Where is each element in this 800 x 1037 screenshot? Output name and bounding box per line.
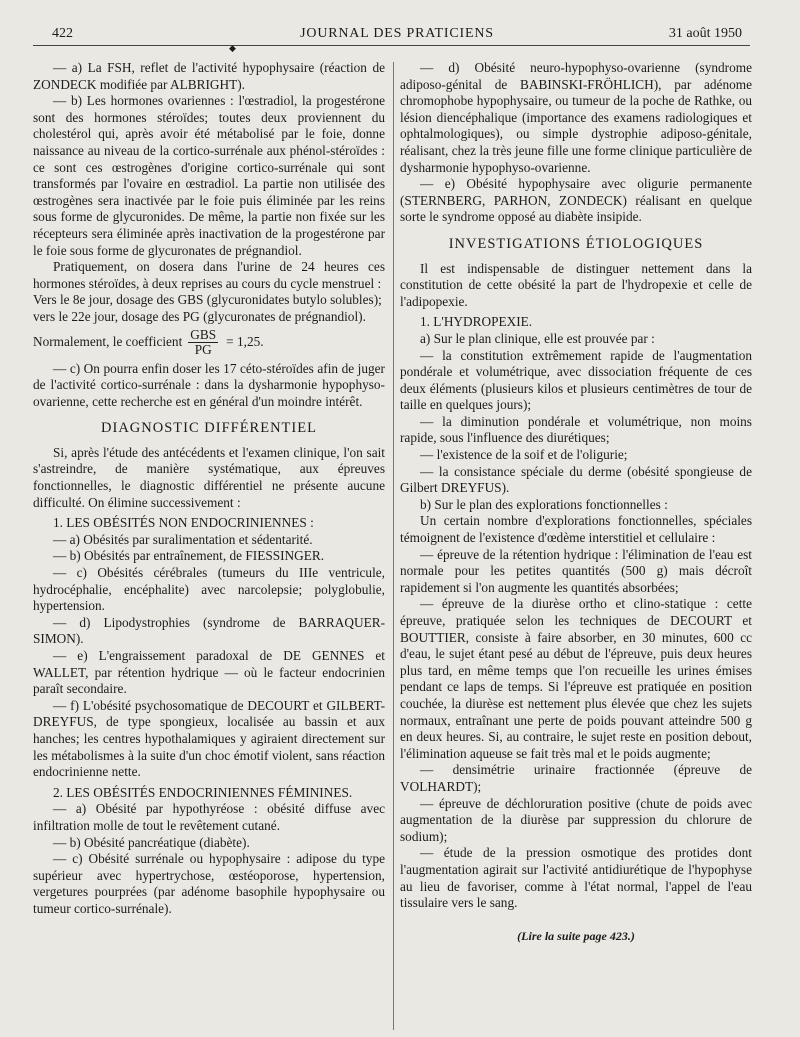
issue-date: 31 août 1950: [668, 26, 742, 41]
left-column: [33, 60, 385, 918]
paragraph: — b) Les hormones ovariennes : l'œstradiol, la progestérone sont des hormones stéroïdes; toutes deux proviennent du cholestérol qui, après avoir été métabolisé par le foie, donne naissance au niveau de la cortico-surrénale aux phénol-stéroïdes : ce sont ces œstrogènes d'origine cortico-surrénale qui sont transformés par l'ovaire en œstradiol. La partie non utilisée des œstrogènes sera inactivée par le foie puis éliminée par les reins sous forme de glycuronides. De même, la partie non fixée sur les récepteurs sera éliminée après inactivation de la progestérone par le foie sous forme de glycuronates de prégnandiol.: [33, 93, 385, 258]
paragraph: b) Sur le plan des explorations fonctionnelles :: [420, 496, 668, 512]
list-item: — b) Obésités par entraînement, de FIESSINGER.: [53, 548, 325, 564]
subsection-title: 1. L'HYDROPEXIE.: [420, 314, 533, 330]
page-number: 422: [52, 26, 73, 41]
list-item: — f) L'obésité psychosomatique de DECOURT et GILBERT-DREYFUS, de type spongieux, localisée au bassin et aux hanches; les centres hypothalamiques y agiraient directement sur les métabolismes à la suite d'un choc émotif violent, sans réaction endocrinienne nette.: [33, 697, 385, 780]
list-item: — la consistance spéciale du derme (obésité spongieuse de Gilbert DREYFUS).: [400, 463, 752, 496]
fraction-numerator: GBS: [190, 326, 217, 342]
list-item: — étude de la pression osmotique des protides dont l'augmentation agirait sur l'activité antidiurétique de l'hypophyse au lieu de favoriser, comme à l'état normal, l'appel de l'eau tissulaire vers le sang.: [400, 845, 752, 911]
fraction: [188, 328, 218, 357]
list-item: — la constitution extrêmement rapide de l'augmentation pondérale et volumétrique, avec dissociation fréquente de ces deux éléments (plusieurs kilos et plusieurs centimètres de tour de taille en quelques jours);: [400, 347, 752, 413]
subsection-title: 1. LES OBÉSITÉS NON ENDOCRINIENNES :: [53, 515, 314, 531]
coefficient-formula: [33, 328, 385, 357]
list-item: — a) Obésités par suralimentation et sédentarité.: [53, 531, 313, 547]
paragraph: a) Sur le plan clinique, elle est prouvée par :: [420, 330, 655, 346]
paragraph: Vers le 8e jour, dosage des GBS (glycuronidates butylo solubles);: [33, 292, 382, 308]
list-item: — épreuve de la rétention hydrique : l'élimination de l'eau est normale pour les petites quantités (500 g) mais décroît rapidement si l'on augmente les quantités absorbées;: [400, 546, 752, 595]
list-item: — a) Obésité par hypothyréose : obésité diffuse avec infiltration molle de tout le revêtement cutané.: [33, 801, 385, 833]
list-item: — épreuve de la diurèse ortho et clino-statique : cette épreuve, pratiquée selon les techniques de DECOURT et BOUTTIER, consiste à faire absorber, en 30 minutes, 600 cc d'eau, le sujet étant pesé au début de l'épreuve, puis deux heures plus tard, en même temps que l'on recueille les urines émises pendant ce laps de temps. Si l'épreuve est pratiquée en position couchée, la diurèse est nettement plus élevée que chez les sujets normaux, entraînant une perte de poids pouvant atteindre 500 g en deux heures. Si, au contraire, le sujet reste en position debout, l'élimination aqueuse se fait très mal et le poids augmente;: [400, 596, 752, 761]
fraction-denominator: PG: [194, 341, 212, 357]
list-item: — e) Obésité hypophysaire avec oligurie permanente (STERNBERG, PARHON, ZONDECK) réalisant en quelque sorte le syndrome opposé au diabète insipide.: [400, 176, 752, 225]
subsection-title: 2. LES OBÉSITÉS ENDOCRINIENNES FÉMININES.: [53, 784, 353, 800]
list-item: — b) Obésité pancréatique (diabète).: [53, 834, 250, 850]
list-item: — e) L'engraissement paradoxal de DE GENNES et WALLET, par rétention hydrique — où le facteur endocrinien paraît secondaire.: [33, 648, 385, 697]
paragraph: Pratiquement, on dosera dans l'urine de 24 heures ces hormones stéroïdes, à deux reprises au cours du cycle menstruel :: [33, 259, 385, 291]
paragraph: — c) On pourra enfin doser les 17 céto-stéroïdes afin de juger de l'activité cortico-surrénale : dans la dysharmonie hypophyso-ovarienne, cette recherche est en général d'un moindre intérêt.: [33, 360, 385, 409]
header-rule: [33, 45, 750, 46]
list-item: — densimétrie urinaire fractionnée (épreuve de VOLHARDT);: [400, 762, 752, 794]
paragraph: Un certain nombre d'explorations fonctionnelles, spéciales témoignent de l'existence d'œdème interstitiel et cellulaire :: [400, 513, 752, 546]
list-item: — c) Obésité surrénale ou hypophysaire : adipose du type supérieur avec hypertrychose, œstéoporose, hypertension, vergetures pourprées (par adénome basophile hypophysaire ou tumeur cortico-surrénale).: [33, 851, 385, 916]
paragraph: — a) La FSH, reflet de l'activité hypophysaire (réaction de ZONDECK modifiée par ALBRIGHT).: [33, 60, 385, 92]
paragraph: Si, après l'étude des antécédents et l'examen clinique, l'on sait s'astreindre, de manière systématique, aux épreuves fonctionnelles, le diagnostic différentiel ne présente aucune difficulté. On élimine successivement :: [33, 444, 385, 510]
right-column: [400, 60, 752, 944]
section-heading: DIAGNOSTIC DIFFÉRENTIEL: [101, 420, 317, 437]
paragraph: vers le 22e jour, dosage des PG (glycuronates de prégnandiol).: [33, 308, 366, 324]
column-divider: [393, 62, 394, 1030]
list-item: — c) Obésités cérébrales (tumeurs du IIIe ventricule, hydrocéphalie, encéphalite) avec narcolepsie; polyglobulie, hypertension.: [33, 565, 385, 614]
list-item: — l'existence de la soif et de l'oligurie;: [420, 447, 628, 463]
formula-result: = 1,25.: [226, 333, 264, 349]
section-heading: INVESTIGATIONS ÉTIOLOGIQUES: [448, 235, 704, 252]
paragraph: Il est indispensable de distinguer nettement dans la constitution de cette obésité la part de l'hydropexie et celle de l'adipopexie.: [400, 260, 752, 309]
journal-title: JOURNAL DES PRATICIENS: [300, 26, 494, 41]
list-item: — d) Lipodystrophies (syndrome de BARRAQUER-SIMON).: [33, 614, 385, 647]
list-item: — la diminution pondérale et volumétrique, non moins rapide, sous l'influence des diurétiques;: [400, 413, 752, 446]
list-item: — épreuve de déchloruration positive (chute de poids avec augmentation de la diurèse par suppression du chlorure de sodium);: [400, 795, 752, 844]
formula-lead: Normalement, le coefficient: [33, 333, 183, 349]
list-item: — d) Obésité neuro-hypophyso-ovarienne (syndrome adiposo-génital de BABINSKI-FRÖHLICH), par adénome chromophobe hypophysaire, ou tumeur de la poche de Rathke, ou lésion diencéphalique (importance des examens radiologiques et ophtalmologiques), ou simple dystrophie adiposo-génitale, réalisant, chez la très jeune fille une forme clinique particulière de dysharmonie hypophyso-ovarienne.: [400, 60, 752, 175]
page-header: [52, 26, 742, 44]
continuation-note: (Lire la suite page 423.): [517, 928, 635, 943]
diamond-ornament-icon: ◆: [229, 43, 236, 53]
